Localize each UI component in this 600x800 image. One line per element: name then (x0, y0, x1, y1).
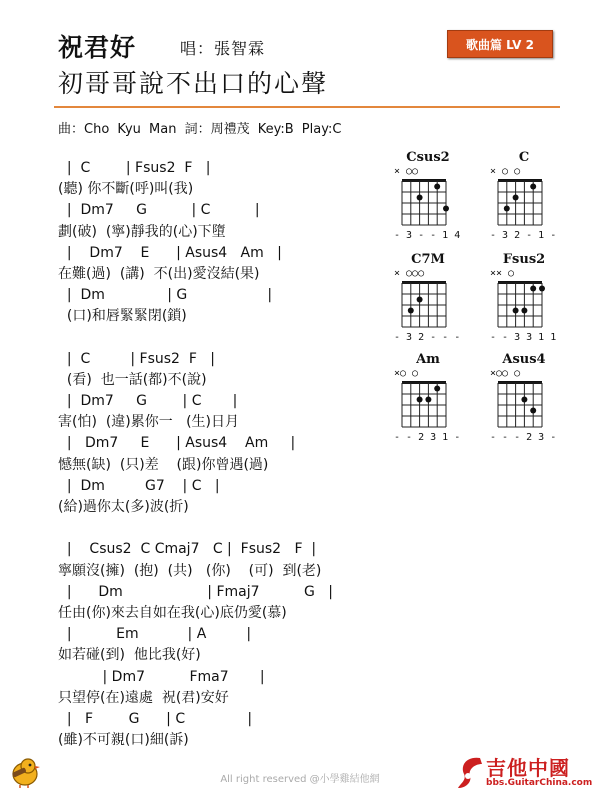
song-title: 祝君好 (58, 33, 137, 62)
lyric-gap (58, 518, 388, 539)
chord-open-strings: × ○ ○ (490, 166, 521, 177)
chord-fingering: - 3 2 - 1 - (490, 230, 557, 241)
chord-line: 害(怕) (違)累你一 (生)日月 (58, 414, 240, 431)
finger-dot (513, 308, 519, 314)
chord-fretboard (494, 380, 546, 430)
finger-dot (530, 286, 536, 292)
chord-diagram (480, 352, 568, 443)
chord-line: | Csus2 C Cmaj7 C | Fsus2 F | (58, 541, 317, 558)
chord-fingering: - - 3 3 1 1 (490, 332, 557, 343)
lyric-line: | Dm G7 | C | (58, 477, 220, 494)
chord-line: 憾無(缺) (只)差 (跟)你曾遇(過) (58, 456, 269, 473)
song-subtitle: 初哥哥說不出口的心聲 (58, 69, 329, 98)
finger-dot (504, 206, 510, 212)
lyric-line: (聽) 你不斷(呼)叫(我) (58, 181, 194, 198)
chord-name: C (518, 150, 530, 165)
chord-name: Am (416, 352, 440, 367)
singer-credit: 唱：張智霖 (180, 39, 266, 58)
finger-dot (513, 195, 519, 201)
finger-dot (425, 397, 431, 403)
chord-fingering: - 3 2 - - - (394, 332, 461, 343)
lyric-gap (58, 328, 388, 349)
chord-open-strings: × ○○○ (394, 268, 425, 279)
lyric-line: 如若碰(到) 他比我(好) (58, 647, 201, 664)
chord-name: C7M (411, 252, 445, 267)
chord-line: | Dm | G | (58, 287, 273, 304)
chord-fretboard (494, 178, 546, 228)
level-badge: 歌曲篇 LV 2 (447, 30, 553, 58)
finger-dot (521, 308, 527, 314)
guitar-swirl-icon (456, 752, 486, 792)
chord-line: | C | Fsus2 F | (58, 160, 211, 176)
chord-diagram (384, 252, 472, 343)
finger-dot (408, 308, 414, 314)
chord-name: Asus4 (502, 352, 546, 367)
chord-diagrams (384, 150, 574, 450)
lyric-line: 只望停(在)遠處 祝(君)安好 (58, 689, 229, 706)
chord-name: Fsus2 (502, 252, 546, 267)
chord-open-strings: × ○○ (394, 166, 419, 177)
chord-line: | Em | A | (58, 626, 252, 643)
lyric-line: 寧願沒(擁) (抱) (共) (你) (可) 到(老) (58, 562, 322, 579)
header-divider (54, 106, 560, 108)
chord-fingering: - 3 - - 1 4 (394, 230, 461, 241)
finger-dot (434, 184, 440, 190)
finger-dot (530, 184, 536, 190)
chord-diagram (384, 352, 472, 443)
chord-open-strings: ×× ○ (490, 268, 515, 279)
finger-dot (434, 386, 440, 392)
guitarchina-logo (456, 752, 596, 792)
chord-line: | Dm7 E | Asus4 Am | (58, 244, 282, 261)
chord-line: | Dm7 G | C | (58, 202, 260, 219)
chord-line: (看) 也一話(都)不(說) (58, 371, 207, 388)
chord-diagram (480, 252, 568, 343)
chord-open-strings: ×○○ ○ (490, 368, 521, 379)
chord-fingering: - - - 2 3 - (490, 432, 557, 443)
chord-fretboard (398, 178, 450, 228)
lyric-line: | Dm7 E | Asus4 Am | (58, 435, 296, 452)
chord-diagram (480, 150, 568, 241)
finger-dot (443, 206, 449, 212)
chord-line: | Dm | Fmaj7 G | (58, 583, 333, 600)
chord-name: Csus2 (406, 150, 450, 165)
chord-open-strings: ×○ ○ (394, 368, 419, 379)
lyric-line: | Dm7 G | C | (58, 393, 238, 410)
chord-diagram (384, 150, 472, 241)
lyric-line: 任由(你)來去自如在我(心)底仍愛(慕) (58, 604, 287, 621)
footer-copyright: All right reserved @小學雞結他網 (220, 774, 380, 785)
chick-logo-icon (8, 752, 42, 792)
chord-fretboard (398, 280, 450, 330)
finger-dot (530, 408, 536, 414)
guitarchina-logo-text: 吉他中國 (486, 756, 570, 780)
lyrics-sheet (58, 158, 388, 751)
finger-dot (521, 397, 527, 403)
chord-fingering: - - 2 3 1 - (394, 432, 461, 443)
lyric-line: | C | Fsus2 F | (58, 350, 215, 367)
finger-dot (417, 397, 423, 403)
song-info: 曲：Cho Kyu Man 詞：周禮茂 Key:B Play:C (58, 122, 342, 137)
lyric-line: (雖)不可親(口)細(訴) (58, 732, 189, 749)
chord-line: | Dm7 Fma7 | (58, 668, 265, 685)
finger-dot (417, 297, 423, 303)
guitarchina-logo-url: bbs.GuitarChina.com (486, 778, 593, 788)
finger-dot (539, 286, 545, 292)
lyric-line: 在難(過) (講) 不(出)愛沒結(果) (58, 265, 260, 282)
lyric-line: 劃(破) (寧)靜我的(心)下墮 (58, 223, 226, 240)
chord-line: | F G | C | (58, 710, 253, 727)
chord-line: (給)過你太(多)波(折) (58, 499, 189, 515)
finger-dot (417, 195, 423, 201)
chord-fretboard (398, 380, 450, 430)
lyric-line: (口)和唇緊緊閉(鎖) (58, 308, 187, 325)
chord-fretboard (494, 280, 546, 330)
